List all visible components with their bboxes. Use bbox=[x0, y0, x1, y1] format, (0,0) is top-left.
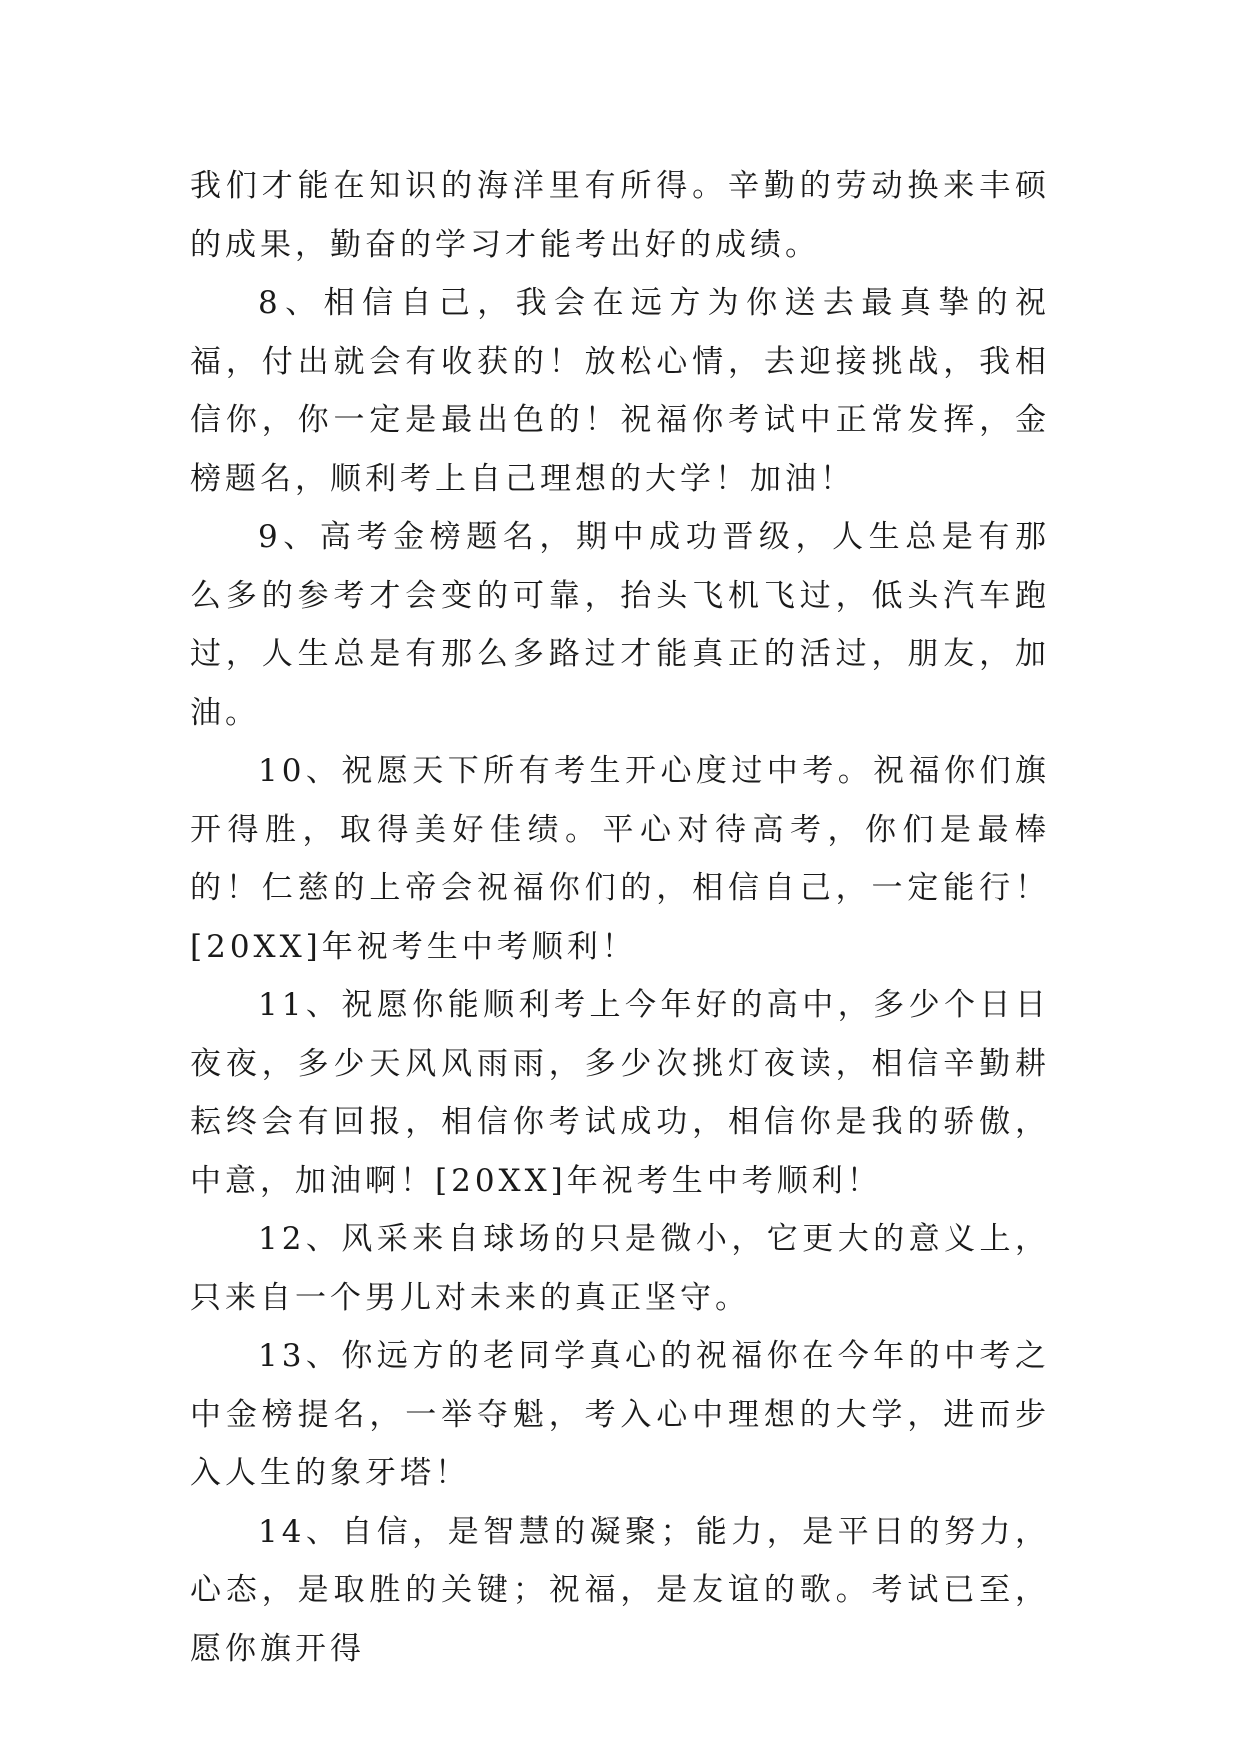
paragraph-item-14: 14、自信，是智慧的凝聚；能力，是平日的努力，心态，是取胜的关键；祝福，是友谊的歌。考试已至，愿你旗开得 bbox=[190, 1513, 1050, 1667]
paragraph-continuation: 我们才能在知识的海洋里有所得。辛勤的劳动换来丰硕的成果，勤奋的学习才能考出好的成绩。 bbox=[190, 168, 1050, 263]
paragraph-item-8: 8、相信自己，我会在远方为你送去最真挚的祝福，付出就会有收获的！放松心情，去迎接挑战，我相信你，你一定是最出色的！祝福你考试中正常发挥，金榜题名，顺利考上自己理想的大学！加油！ bbox=[190, 285, 1050, 497]
paragraph-item-11: 11、祝愿你能顺利考上今年好的高中，多少个日日夜夜，多少天风风雨雨，多少次挑灯夜读，相信辛勤耕耘终会有回报，相信你考试成功，相信你是我的骄傲，中意，加油啊！[20XX]年祝考生中考顺利！ bbox=[190, 987, 1050, 1199]
paragraph-item-9: 9、高考金榜题名，期中成功晋级，人生总是有那么多的参考才会变的可靠，抬头飞机飞过，低头汽车跑过，人生总是有那么多路过才能真正的活过，朋友，加油。 bbox=[190, 519, 1050, 731]
document-body bbox=[190, 157, 1050, 1678]
paragraph-item-12: 12、风采来自球场的只是微小，它更大的意义上，只来自一个男儿对未来的真正坚守。 bbox=[190, 1221, 1050, 1316]
paragraph-item-13: 13、你远方的老同学真心的祝福你在今年的中考之中金榜提名，一举夺魁，考入心中理想的大学，进而步入人生的象牙塔！ bbox=[190, 1338, 1050, 1491]
paragraph-item-10: 10、祝愿天下所有考生开心度过中考。祝福你们旗开得胜，取得美好佳绩。平心对待高考，你们是最棒的！仁慈的上帝会祝福你们的，相信自己，一定能行！[20XX]年祝考生中考顺利！ bbox=[190, 753, 1050, 965]
